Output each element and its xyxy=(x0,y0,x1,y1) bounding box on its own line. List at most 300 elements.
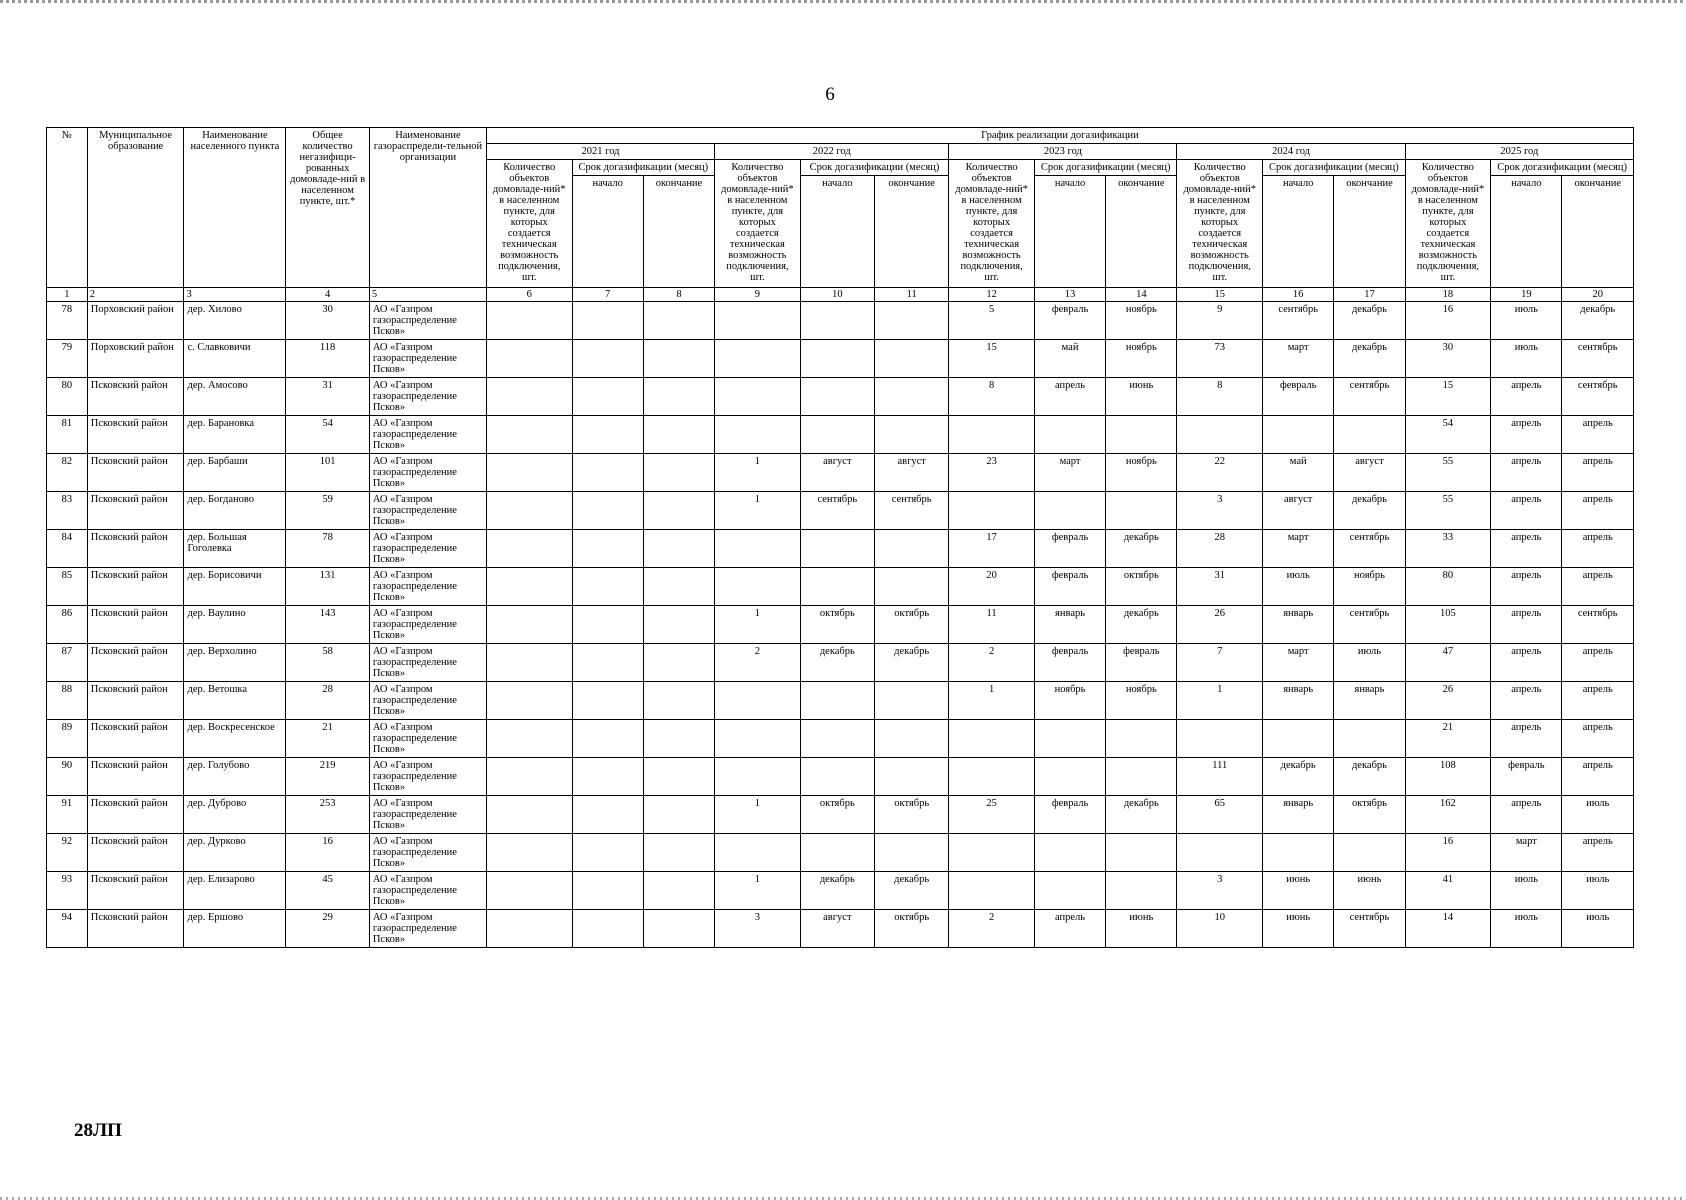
municipality-cell: Псковский район xyxy=(87,796,184,834)
column-number: 1 xyxy=(47,288,88,302)
row-number: 82 xyxy=(47,454,88,492)
objects-count-cell xyxy=(715,416,801,454)
objects-count-cell: 55 xyxy=(1405,454,1491,492)
row-number: 91 xyxy=(47,796,88,834)
total-households-cell: 101 xyxy=(286,454,370,492)
settlement-cell: дер. Верхолино xyxy=(184,644,286,682)
objects-count-cell: 2 xyxy=(949,644,1035,682)
end-month-cell xyxy=(1334,416,1405,454)
start-month-cell: март xyxy=(1263,530,1334,568)
end-month-cell: февраль xyxy=(1106,644,1177,682)
objects-count-cell: 55 xyxy=(1405,492,1491,530)
objects-count-cell xyxy=(1177,720,1263,758)
start-month-cell xyxy=(800,530,874,568)
start-month-cell: июль xyxy=(1491,872,1562,910)
document-code: 28ЛП xyxy=(74,1120,122,1141)
end-month-cell: август xyxy=(875,454,949,492)
municipality-cell: Псковский район xyxy=(87,834,184,872)
start-month-cell xyxy=(800,834,874,872)
objects-count-cell: 14 xyxy=(1405,910,1491,948)
settlement-cell: с. Славковичи xyxy=(184,340,286,378)
row-number: 79 xyxy=(47,340,88,378)
start-month-cell: февраль xyxy=(1034,530,1105,568)
start-month-cell: август xyxy=(800,910,874,948)
settlement-cell: дер. Дуброво xyxy=(184,796,286,834)
objects-count-cell: 26 xyxy=(1177,606,1263,644)
header-year-2022: 2022 год xyxy=(715,144,949,160)
end-month-cell xyxy=(643,720,714,758)
end-month-cell xyxy=(875,720,949,758)
end-month-cell xyxy=(643,378,714,416)
start-month-cell xyxy=(572,568,643,606)
objects-count-cell: 108 xyxy=(1405,758,1491,796)
end-month-cell xyxy=(1106,758,1177,796)
total-households-cell: 28 xyxy=(286,682,370,720)
objects-count-cell: 31 xyxy=(1177,568,1263,606)
municipality-cell: Псковский район xyxy=(87,416,184,454)
end-month-cell: январь xyxy=(1334,682,1405,720)
end-month-cell: август xyxy=(1334,454,1405,492)
end-month-cell: апрель xyxy=(1562,834,1634,872)
table-row xyxy=(47,796,1634,834)
objects-count-cell: 1 xyxy=(715,796,801,834)
settlement-cell: дер. Ваулино xyxy=(184,606,286,644)
start-month-cell: февраль xyxy=(1034,644,1105,682)
organization-cell: АО «Газпром газораспределение Псков» xyxy=(369,606,486,644)
organization-cell: АО «Газпром газораспределение Псков» xyxy=(369,834,486,872)
objects-count-cell xyxy=(949,758,1035,796)
end-month-cell: апрель xyxy=(1562,644,1634,682)
row-number: 90 xyxy=(47,758,88,796)
municipality-cell: Псковский район xyxy=(87,758,184,796)
end-month-cell: декабрь xyxy=(1106,606,1177,644)
end-month-cell: июнь xyxy=(1106,378,1177,416)
objects-count-cell xyxy=(486,834,572,872)
objects-count-cell xyxy=(715,378,801,416)
objects-count-cell: 41 xyxy=(1405,872,1491,910)
header-count-objects: Количество объектов домовладе-ний* в населенном пункте, для которых создается техническая возможность подключения, шт. xyxy=(1405,160,1491,288)
end-month-cell xyxy=(643,758,714,796)
objects-count-cell: 73 xyxy=(1177,340,1263,378)
start-month-cell: июнь xyxy=(1263,872,1334,910)
column-number: 4 xyxy=(286,288,370,302)
end-month-cell: декабрь xyxy=(875,872,949,910)
objects-count-cell: 1 xyxy=(715,872,801,910)
header-term: Срок догазификации (месяц) xyxy=(1491,160,1634,176)
end-month-cell: октябрь xyxy=(1106,568,1177,606)
total-households-cell: 21 xyxy=(286,720,370,758)
total-households-cell: 30 xyxy=(286,302,370,340)
header-municipality: Муниципальное образование xyxy=(87,128,184,288)
end-month-cell: декабрь xyxy=(1106,796,1177,834)
end-month-cell xyxy=(643,302,714,340)
start-month-cell xyxy=(800,682,874,720)
end-month-cell xyxy=(643,834,714,872)
end-month-cell: декабрь xyxy=(1334,492,1405,530)
header-start: начало xyxy=(1034,176,1105,288)
start-month-cell: июль xyxy=(1491,910,1562,948)
objects-count-cell: 1 xyxy=(1177,682,1263,720)
table-row xyxy=(47,720,1634,758)
start-month-cell: декабрь xyxy=(800,872,874,910)
row-number: 89 xyxy=(47,720,88,758)
settlement-cell: дер. Елизарово xyxy=(184,872,286,910)
start-month-cell: август xyxy=(800,454,874,492)
end-month-cell: апрель xyxy=(1562,682,1634,720)
start-month-cell xyxy=(572,378,643,416)
end-month-cell: июнь xyxy=(1106,910,1177,948)
start-month-cell xyxy=(572,530,643,568)
organization-cell: АО «Газпром газораспределение Псков» xyxy=(369,758,486,796)
objects-count-cell xyxy=(715,834,801,872)
row-number: 87 xyxy=(47,644,88,682)
total-households-cell: 58 xyxy=(286,644,370,682)
start-month-cell: сентябрь xyxy=(800,492,874,530)
row-number: 81 xyxy=(47,416,88,454)
table-row xyxy=(47,378,1634,416)
column-number: 15 xyxy=(1177,288,1263,302)
end-month-cell xyxy=(643,416,714,454)
start-month-cell: январь xyxy=(1263,682,1334,720)
row-number: 80 xyxy=(47,378,88,416)
table-row xyxy=(47,492,1634,530)
end-month-cell: декабрь xyxy=(1334,758,1405,796)
column-number: 16 xyxy=(1263,288,1334,302)
table-body xyxy=(47,302,1634,948)
table-row xyxy=(47,834,1634,872)
objects-count-cell: 3 xyxy=(715,910,801,948)
end-month-cell: октябрь xyxy=(875,606,949,644)
start-month-cell xyxy=(1034,492,1105,530)
start-month-cell xyxy=(800,758,874,796)
header-count-objects: Количество объектов домовладе-ний* в населенном пункте, для которых создается техническая возможность подключения, шт. xyxy=(949,160,1035,288)
column-number: 19 xyxy=(1491,288,1562,302)
column-number: 17 xyxy=(1334,288,1405,302)
start-month-cell: апрель xyxy=(1491,720,1562,758)
start-month-cell: март xyxy=(1263,644,1334,682)
end-month-cell xyxy=(643,568,714,606)
objects-count-cell: 23 xyxy=(949,454,1035,492)
start-month-cell: март xyxy=(1263,340,1334,378)
objects-count-cell: 26 xyxy=(1405,682,1491,720)
end-month-cell: декабрь xyxy=(1334,302,1405,340)
start-month-cell: март xyxy=(1034,454,1105,492)
end-month-cell xyxy=(1334,720,1405,758)
header-year-2024: 2024 год xyxy=(1177,144,1405,160)
objects-count-cell: 22 xyxy=(1177,454,1263,492)
settlement-cell: дер. Воскресенское xyxy=(184,720,286,758)
settlement-cell: дер. Богданово xyxy=(184,492,286,530)
objects-count-cell: 2 xyxy=(715,644,801,682)
organization-cell: АО «Газпром газораспределение Псков» xyxy=(369,340,486,378)
start-month-cell xyxy=(1034,834,1105,872)
objects-count-cell: 3 xyxy=(1177,872,1263,910)
objects-count-cell: 25 xyxy=(949,796,1035,834)
end-month-cell: октябрь xyxy=(875,910,949,948)
objects-count-cell xyxy=(949,416,1035,454)
end-month-cell xyxy=(1106,416,1177,454)
start-month-cell xyxy=(1034,758,1105,796)
end-month-cell: апрель xyxy=(1562,454,1634,492)
objects-count-cell xyxy=(949,834,1035,872)
settlement-cell: дер. Хилово xyxy=(184,302,286,340)
start-month-cell xyxy=(572,872,643,910)
header-end: окончание xyxy=(875,176,949,288)
header-start: начало xyxy=(572,176,643,288)
start-month-cell: февраль xyxy=(1034,302,1105,340)
start-month-cell xyxy=(572,682,643,720)
start-month-cell: январь xyxy=(1263,606,1334,644)
end-month-cell xyxy=(643,644,714,682)
start-month-cell: февраль xyxy=(1491,758,1562,796)
column-number: 2 xyxy=(87,288,184,302)
organization-cell: АО «Газпром газораспределение Псков» xyxy=(369,492,486,530)
start-month-cell xyxy=(1263,720,1334,758)
column-number: 8 xyxy=(643,288,714,302)
header-org: Наименование газораспредели-тельной организации xyxy=(369,128,486,288)
end-month-cell: июнь xyxy=(1334,872,1405,910)
objects-count-cell: 2 xyxy=(949,910,1035,948)
end-month-cell xyxy=(643,530,714,568)
objects-count-cell xyxy=(949,492,1035,530)
municipality-cell: Псковский район xyxy=(87,682,184,720)
objects-count-cell xyxy=(486,340,572,378)
column-number: 11 xyxy=(875,288,949,302)
objects-count-cell: 8 xyxy=(949,378,1035,416)
objects-count-cell xyxy=(486,378,572,416)
start-month-cell: апрель xyxy=(1491,606,1562,644)
end-month-cell: ноябрь xyxy=(1106,302,1177,340)
total-households-cell: 29 xyxy=(286,910,370,948)
settlement-cell: дер. Большая Гоголевка xyxy=(184,530,286,568)
end-month-cell xyxy=(875,530,949,568)
objects-count-cell xyxy=(486,492,572,530)
end-month-cell: июль xyxy=(1562,872,1634,910)
table-row xyxy=(47,606,1634,644)
start-month-cell xyxy=(572,302,643,340)
settlement-cell: дер. Ершово xyxy=(184,910,286,948)
start-month-cell: сентябрь xyxy=(1263,302,1334,340)
objects-count-cell: 11 xyxy=(949,606,1035,644)
organization-cell: АО «Газпром газораспределение Псков» xyxy=(369,872,486,910)
end-month-cell: декабрь xyxy=(1334,340,1405,378)
objects-count-cell xyxy=(486,606,572,644)
start-month-cell: январь xyxy=(1034,606,1105,644)
objects-count-cell: 30 xyxy=(1405,340,1491,378)
end-month-cell xyxy=(1334,834,1405,872)
start-month-cell: апрель xyxy=(1491,492,1562,530)
objects-count-cell: 5 xyxy=(949,302,1035,340)
header-term: Срок догазификации (месяц) xyxy=(572,160,715,176)
column-number: 5 xyxy=(369,288,486,302)
objects-count-cell xyxy=(1177,416,1263,454)
objects-count-cell xyxy=(486,910,572,948)
end-month-cell xyxy=(643,682,714,720)
column-number: 3 xyxy=(184,288,286,302)
municipality-cell: Псковский район xyxy=(87,720,184,758)
end-month-cell xyxy=(875,568,949,606)
objects-count-cell xyxy=(949,872,1035,910)
start-month-cell xyxy=(800,720,874,758)
header-year-2025: 2025 год xyxy=(1405,144,1633,160)
municipality-cell: Порховский район xyxy=(87,340,184,378)
end-month-cell xyxy=(875,340,949,378)
column-number-row xyxy=(47,288,1634,302)
end-month-cell: сентябрь xyxy=(1334,378,1405,416)
end-month-cell: ноябрь xyxy=(1334,568,1405,606)
objects-count-cell: 47 xyxy=(1405,644,1491,682)
end-month-cell xyxy=(875,682,949,720)
total-households-cell: 31 xyxy=(286,378,370,416)
total-households-cell: 143 xyxy=(286,606,370,644)
end-month-cell: декабрь xyxy=(875,644,949,682)
header-total: Общее количество негазифици-рованных домовладе-ний в населенном пункте, шт.* xyxy=(286,128,370,288)
end-month-cell: сентябрь xyxy=(1334,530,1405,568)
column-number: 10 xyxy=(800,288,874,302)
municipality-cell: Псковский район xyxy=(87,530,184,568)
start-month-cell: июль xyxy=(1491,340,1562,378)
table-row xyxy=(47,568,1634,606)
objects-count-cell xyxy=(486,302,572,340)
start-month-cell: октябрь xyxy=(800,796,874,834)
start-month-cell xyxy=(800,302,874,340)
end-month-cell: ноябрь xyxy=(1106,340,1177,378)
end-month-cell: декабрь xyxy=(1562,302,1634,340)
column-number: 14 xyxy=(1106,288,1177,302)
table-row xyxy=(47,872,1634,910)
objects-count-cell: 111 xyxy=(1177,758,1263,796)
table-row xyxy=(47,644,1634,682)
header-no: № xyxy=(47,128,88,288)
row-number: 93 xyxy=(47,872,88,910)
objects-count-cell xyxy=(486,758,572,796)
start-month-cell xyxy=(1263,416,1334,454)
objects-count-cell: 20 xyxy=(949,568,1035,606)
start-month-cell: июнь xyxy=(1263,910,1334,948)
objects-count-cell: 17 xyxy=(949,530,1035,568)
end-month-cell xyxy=(643,872,714,910)
header-count-objects: Количество объектов домовладе-ний* в населенном пункте, для которых создается техническая возможность подключения, шт. xyxy=(715,160,801,288)
column-number: 9 xyxy=(715,288,801,302)
organization-cell: АО «Газпром газораспределение Псков» xyxy=(369,644,486,682)
organization-cell: АО «Газпром газораспределение Псков» xyxy=(369,416,486,454)
header-start: начало xyxy=(1263,176,1334,288)
start-month-cell: апрель xyxy=(1491,530,1562,568)
header-start: начало xyxy=(800,176,874,288)
start-month-cell: июль xyxy=(1491,302,1562,340)
table-header xyxy=(47,128,1634,302)
objects-count-cell xyxy=(486,872,572,910)
objects-count-cell: 162 xyxy=(1405,796,1491,834)
start-month-cell xyxy=(572,720,643,758)
end-month-cell xyxy=(643,340,714,378)
end-month-cell: июль xyxy=(1334,644,1405,682)
end-month-cell xyxy=(1106,720,1177,758)
municipality-cell: Порховский район xyxy=(87,302,184,340)
start-month-cell: апрель xyxy=(1034,910,1105,948)
settlement-cell: дер. Барановка xyxy=(184,416,286,454)
end-month-cell xyxy=(643,606,714,644)
header-term: Срок догазификации (месяц) xyxy=(800,160,949,176)
objects-count-cell xyxy=(715,568,801,606)
objects-count-cell xyxy=(486,682,572,720)
start-month-cell xyxy=(1263,834,1334,872)
end-month-cell: апрель xyxy=(1562,492,1634,530)
start-month-cell: апрель xyxy=(1491,796,1562,834)
organization-cell: АО «Газпром газораспределение Псков» xyxy=(369,530,486,568)
objects-count-cell xyxy=(715,340,801,378)
total-households-cell: 16 xyxy=(286,834,370,872)
end-month-cell xyxy=(1106,834,1177,872)
row-number: 92 xyxy=(47,834,88,872)
organization-cell: АО «Газпром газораспределение Псков» xyxy=(369,910,486,948)
row-number: 84 xyxy=(47,530,88,568)
start-month-cell: апрель xyxy=(1491,568,1562,606)
start-month-cell: февраль xyxy=(1263,378,1334,416)
header-end: окончание xyxy=(1562,176,1634,288)
end-month-cell xyxy=(643,454,714,492)
end-month-cell: сентябрь xyxy=(875,492,949,530)
start-month-cell: октябрь xyxy=(800,606,874,644)
end-month-cell xyxy=(875,302,949,340)
end-month-cell: сентябрь xyxy=(1562,378,1634,416)
end-month-cell: июль xyxy=(1562,796,1634,834)
end-month-cell: октябрь xyxy=(875,796,949,834)
table-row xyxy=(47,530,1634,568)
start-month-cell xyxy=(572,340,643,378)
total-households-cell: 253 xyxy=(286,796,370,834)
municipality-cell: Псковский район xyxy=(87,378,184,416)
header-year-2021: 2021 год xyxy=(486,144,714,160)
objects-count-cell xyxy=(1177,834,1263,872)
end-month-cell: апрель xyxy=(1562,530,1634,568)
objects-count-cell: 33 xyxy=(1405,530,1491,568)
start-month-cell xyxy=(572,644,643,682)
table-row xyxy=(47,682,1634,720)
header-end: окончание xyxy=(1106,176,1177,288)
header-end: окончание xyxy=(643,176,714,288)
objects-count-cell xyxy=(486,644,572,682)
total-households-cell: 78 xyxy=(286,530,370,568)
start-month-cell xyxy=(572,910,643,948)
start-month-cell xyxy=(572,758,643,796)
column-number: 18 xyxy=(1405,288,1491,302)
objects-count-cell xyxy=(715,682,801,720)
start-month-cell: апрель xyxy=(1491,682,1562,720)
municipality-cell: Псковский район xyxy=(87,606,184,644)
gasification-schedule-table xyxy=(46,127,1634,948)
end-month-cell xyxy=(643,910,714,948)
row-number: 94 xyxy=(47,910,88,948)
total-households-cell: 219 xyxy=(286,758,370,796)
objects-count-cell: 1 xyxy=(949,682,1035,720)
organization-cell: АО «Газпром газораспределение Псков» xyxy=(369,720,486,758)
end-month-cell xyxy=(1106,872,1177,910)
start-month-cell: февраль xyxy=(1034,796,1105,834)
objects-count-cell: 7 xyxy=(1177,644,1263,682)
settlement-cell: дер. Ветошка xyxy=(184,682,286,720)
column-number: 13 xyxy=(1034,288,1105,302)
start-month-cell: апрель xyxy=(1491,378,1562,416)
start-month-cell: июль xyxy=(1263,568,1334,606)
table-row xyxy=(47,340,1634,378)
start-month-cell xyxy=(572,834,643,872)
start-month-cell: апрель xyxy=(1491,416,1562,454)
objects-count-cell: 16 xyxy=(1405,302,1491,340)
end-month-cell xyxy=(875,758,949,796)
objects-count-cell xyxy=(486,568,572,606)
organization-cell: АО «Газпром газораспределение Псков» xyxy=(369,796,486,834)
